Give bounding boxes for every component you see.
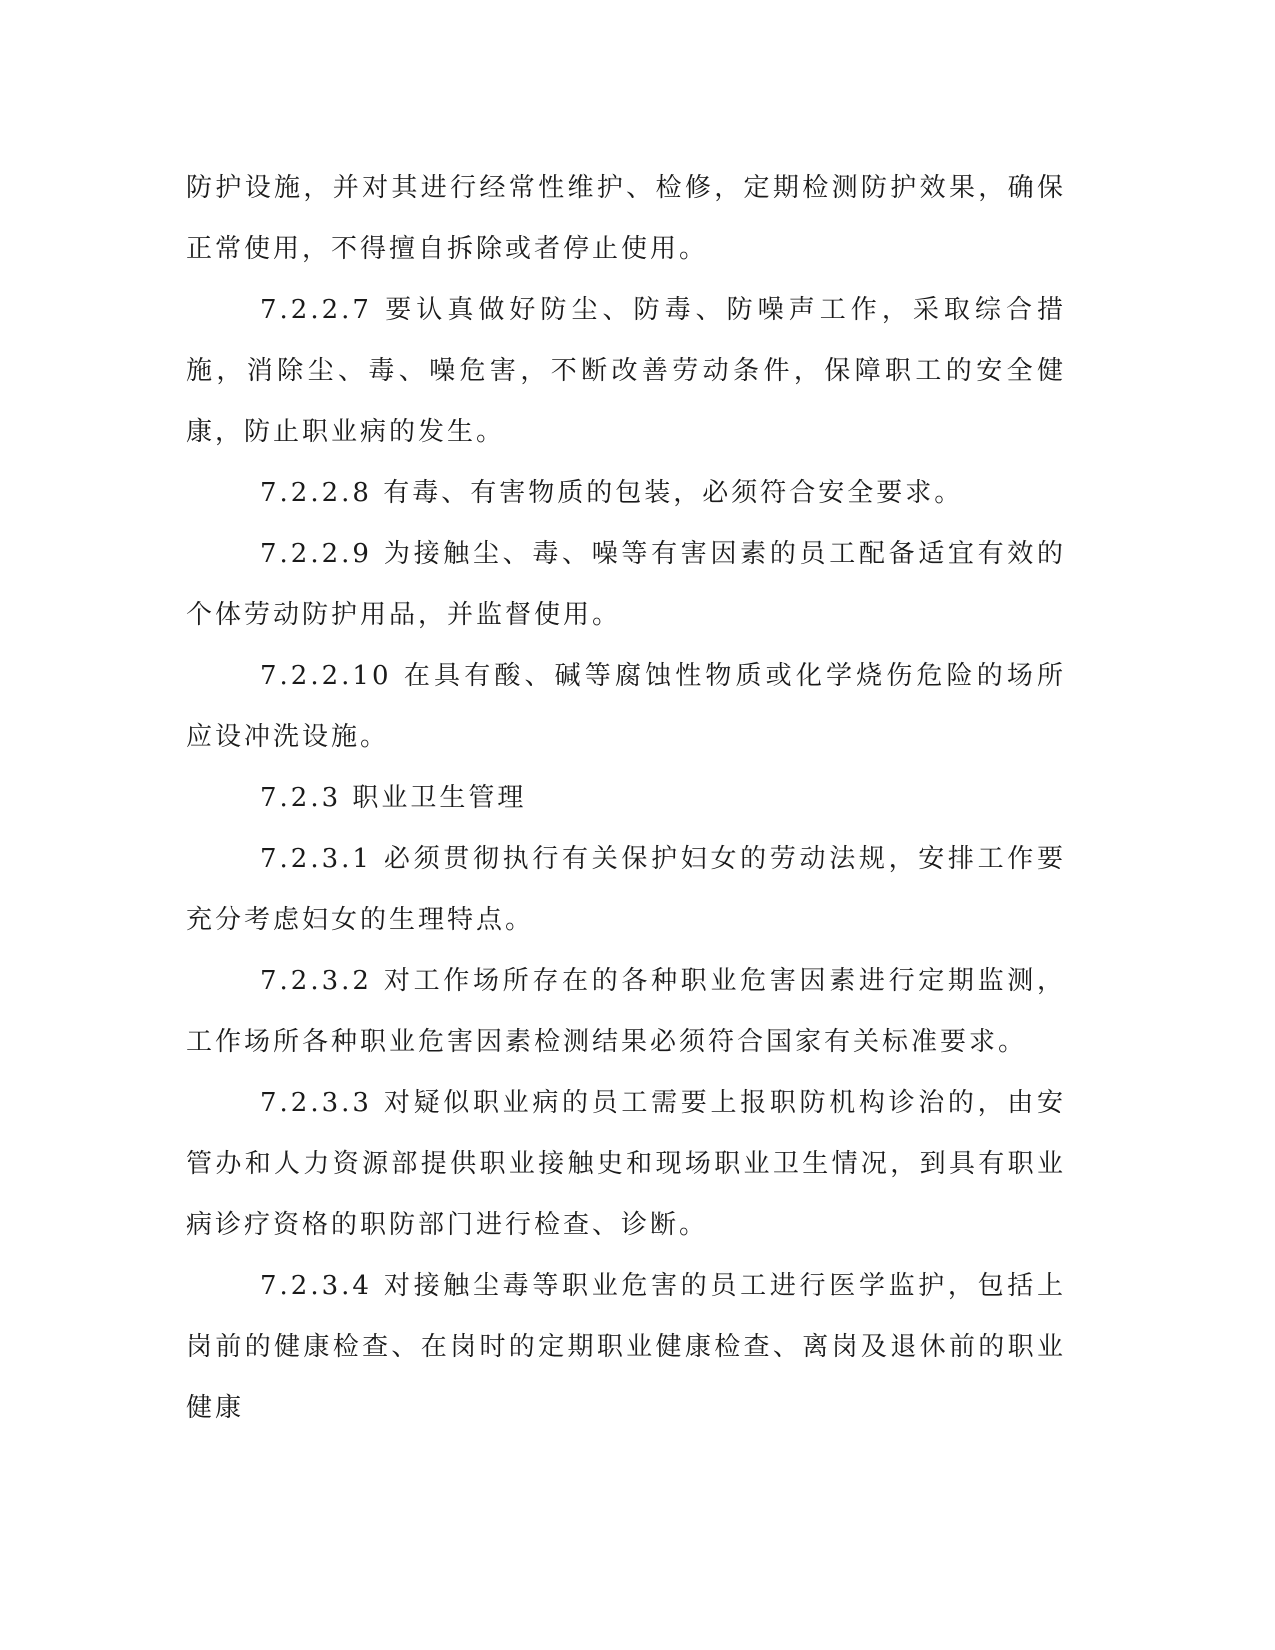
paragraph-7-2-3-1: 7.2.3.1 必须贯彻执行有关保护妇女的劳动法规，安排工作要充分考虑妇女的生理特点。 (186, 844, 1066, 935)
paragraph-7-2-3-3: 7.2.3.3 对疑似职业病的员工需要上报职防机构诊治的，由安管办和人力资源部提供职业接触史和现场职业卫生情况，到具有职业病诊疗资格的职防部门进行检查、诊断。 (186, 1088, 1066, 1240)
paragraph-continuation: 防护设施，并对其进行经常性维护、检修，定期检测防护效果，确保正常使用，不得擅自拆除或者停止使用。 (186, 173, 1066, 264)
paragraph-7-2-2-8: 7.2.2.8 有毒、有害物质的包装，必须符合安全要求。 (260, 478, 964, 508)
section-heading-7-2-3: 7.2.3 职业卫生管理 (260, 783, 527, 813)
paragraph-7-2-2-7: 7.2.2.7 要认真做好防尘、防毒、防噪声工作，采取综合措施，消除尘、毒、噪危害，不断改善劳动条件，保障职工的安全健康，防止职业病的发生。 (186, 295, 1066, 447)
paragraph-7-2-2-10: 7.2.2.10 在具有酸、碱等腐蚀性物质或化学烧伤危险的场所应设冲洗设施。 (186, 661, 1066, 752)
paragraph-7-2-2-9: 7.2.2.9 为接触尘、毒、噪等有害因素的员工配备适宜有效的个体劳动防护用品，并监督使用。 (186, 539, 1066, 630)
document-body (186, 158, 1066, 1439)
paragraph-7-2-3-4: 7.2.3.4 对接触尘毒等职业危害的员工进行医学监护，包括上岗前的健康检查、在岗时的定期职业健康检查、离岗及退休前的职业健康 (186, 1271, 1066, 1423)
paragraph-7-2-3-2: 7.2.3.2 对工作场所存在的各种职业危害因素进行定期监测，工作场所各种职业危害因素检测结果必须符合国家有关标准要求。 (186, 966, 1066, 1057)
